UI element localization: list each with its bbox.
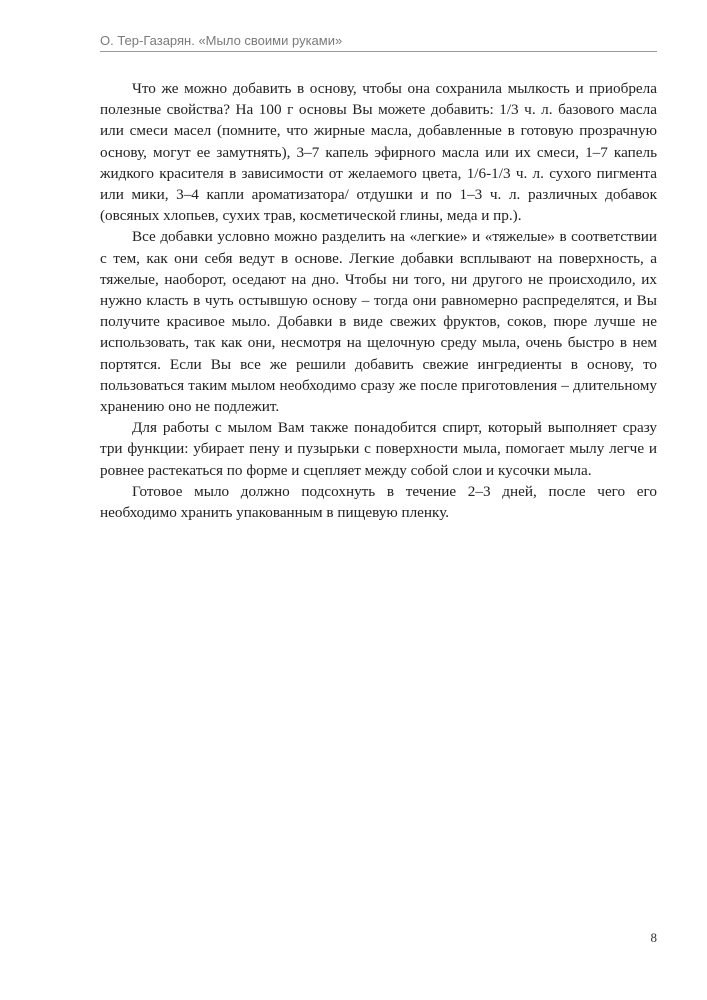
page-number: 8 (650, 930, 657, 945)
paragraph: Для работы с мылом Вам также понадобится спирт, который выполняет сразу три функции: убирает пену и пузырьки с поверхности мыла, помогает мылу легче и ровнее растекаться по форме и сцепляет между собой слои и кусочки мыла. (100, 419, 657, 479)
running-header (100, 33, 657, 52)
main-text (100, 78, 657, 523)
paragraph: Что же можно добавить в основу, чтобы она сохранила мылкость и приобрела полезные свойства? На 100 г основы Вы можете добавить: 1/3 ч. л. базового масла или смеси масел (помните, что жирные масла, добавленные в готовую прозрачную основу, могут ее замутнять), 3–7 капель эфирного масла или их смеси, 1–7 капель жидкого красителя в зависимости от желаемого цвета, 1/6-1/3 ч. л. сухого пигмента или мики, 3–4 капли ароматизатора/ отдушки и по 1–3 ч. л. различных добавок (овсяных хлопьев, сухих трав, косметической глины, меда и пр.). (100, 80, 657, 225)
running-title: О. Тер-Газарян. «Мыло своими руками» (100, 33, 343, 48)
paragraph: Все добавки условно можно разделить на «легкие» и «тяжелые» в соответствии с тем, как они себя ведут в основе. Легкие добавки всплывают на поверхность, а тяжелые, наоборот, оседают на дно. Чтобы ни того, ни другого не происходило, их нужно класть в чуть остывшую основу – тогда они равномерно распределятся, и Вы получите красивое мыло. Добавки в виде свежих фруктов, соков, пюре лучше не использовать, так как они, несмотря на щелочную среду мыла, очень быстро в нем портятся. Если Вы все же решили добавить свежие ингредиенты в основу, то пользоваться таким мылом необходимо сразу же после приготовления – длительному хранению оно не подлежит. (100, 228, 657, 416)
paragraph: Готовое мыло должно подсохнуть в течение 2–3 дней, после чего его необходимо хранить упакованным в пищевую пленку. (100, 482, 657, 522)
